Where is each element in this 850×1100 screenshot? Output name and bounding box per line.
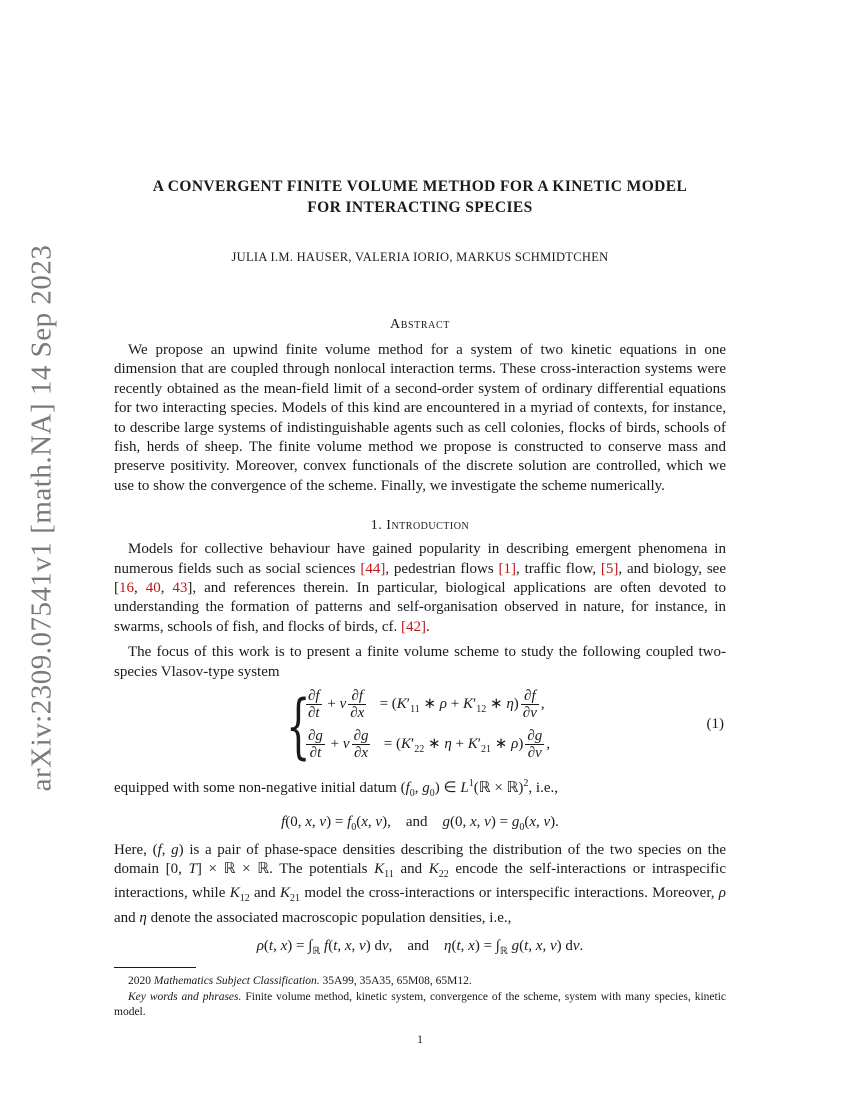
arxiv-identifier-stamp (22, 240, 62, 795)
equation-line-g: $\frac{\partial g}{\partial t}$ + v $\frac{\partial g}{\partial x}$ = ($K'_{22}$ ∗ $\eta + K'_{21}$ ∗ ρ) $\frac{\partial g}{\partial v}$ , (308, 728, 550, 762)
footnote-divider (114, 967, 196, 968)
arxiv-id-text: arXiv:2309.07541v1 [math.NA] 14 Sep 2023 (25, 244, 58, 791)
equation-number: (1) (706, 716, 724, 733)
author-list: JULIA I.M. HAUSER, VALERIA IORIO, MARKUS SCHMIDTCHEN (231, 250, 609, 264)
footnote-keywords: Key words and phrases. Finite volume method, kinetic system, convergence of the scheme, system with many species, kinetic model. (114, 991, 726, 1019)
citation-link[interactable]: 16 (119, 580, 134, 597)
abstract-text: We propose an upwind finite volume method for a system of two kinetic equations in one dimension that are coupled through nonlocal interaction terms. These cross-interaction systems were recently obtained as the mean-field limit of a second-order system of ordinary differential equations for two interacting species. Models of this kind are encountered in a myriad of contexts, for instance, to describe large systems of indistinguishable agents such as cell colonies, flocks of birds, schools of fish, herds of sheep. The finite volume method we propose is constructed to conserve mass and preserve positivity. Moreover, convex functionals of the discrete solution are controlled, which we use to show the convergence of the scheme. Finally, we investigate the scheme numerically. (114, 342, 726, 494)
section-heading-introduction: 1. Introduction (370, 518, 470, 534)
citation-link[interactable]: [5] (600, 560, 619, 577)
left-brace: { (286, 685, 311, 768)
equation-line-f: $\frac{\partial f}{\partial t}$ + v $\frac{\partial f}{\partial x}$ = ($K'_{11}$ ∗ $\rho + K'_{12}$ ∗ η) $\frac{\partial f}{\partial v}$ , (308, 688, 545, 722)
abstract-heading: Abstract (390, 317, 450, 332)
title-line-1: A CONVERGENT FINITE VOLUME METHOD FOR A KINETIC MODEL (152, 178, 688, 195)
initial-condition-equation: f(0, x, $v) = f_0(x$, v), and g(0, x, $v) = g_0(x$, v). (281, 813, 559, 833)
title-line-2: FOR INTERACTING SPECIES (307, 199, 533, 216)
page-number: 1 (417, 1034, 423, 1047)
footnote-msc: 2020 Mathematics Subject Classification. 35A99, 35A35, 65M08, 65M12. (128, 975, 472, 988)
intro-paragraph-1: Models for collective behaviour have gained popularity in describing emergent phenomena in numerous fields such as social sciences [44], pedestrian flows [1], traffic flow, [5], and biology, see [16, 40, 43], and references therein. In particular, biological applications are often devoted to understanding the formation of patterns and self-organisation observed in nature, for instance, in swarms, schools of fish, and flocks of birds, cf. [42]. (114, 541, 727, 635)
intro-paragraph-2: The focus of this work is to present a finite volume scheme to study the following coupled two-species Vlasov-type system (114, 644, 726, 680)
citation-link[interactable]: [42] (401, 618, 427, 635)
paper-page (114, 176, 726, 1046)
equation-system-1 (114, 684, 726, 768)
citation-link[interactable]: 43 (172, 580, 188, 597)
paper-title (114, 176, 726, 218)
paragraph-phase-space: Here, (f, g) is a pair of phase-space densities describing the distribution of the two species on the domain [0, T] × ℝ × ℝ. The potentials $K_{11}$ and $K_{22}$ encode the self-interactions or intraspecific interactions, while $K_{12}$ and $K_{21}$ model the cross-interactions or interspecific interactions. Moreover, ρ and η denote the associated macroscopic population densities, i.e., (114, 841, 726, 926)
macroscopic-density-equation: ρ(t, $x) = \int_ℝ$ f(t, x, v) dv, and η(t, $x) = \int_ℝ$ g(t, x, v) dv. (256, 938, 584, 958)
citation-link[interactable]: 40 (145, 580, 161, 597)
citation-link[interactable]: [44] (360, 560, 386, 577)
initial-datum-paragraph: equipped with some non-negative initial datum ($f_0$, $g_0$) ∈ $L^1(ℝ$ × ℝ)$^2$, i.e., (114, 778, 558, 800)
citation-link[interactable]: [1] (498, 560, 517, 577)
